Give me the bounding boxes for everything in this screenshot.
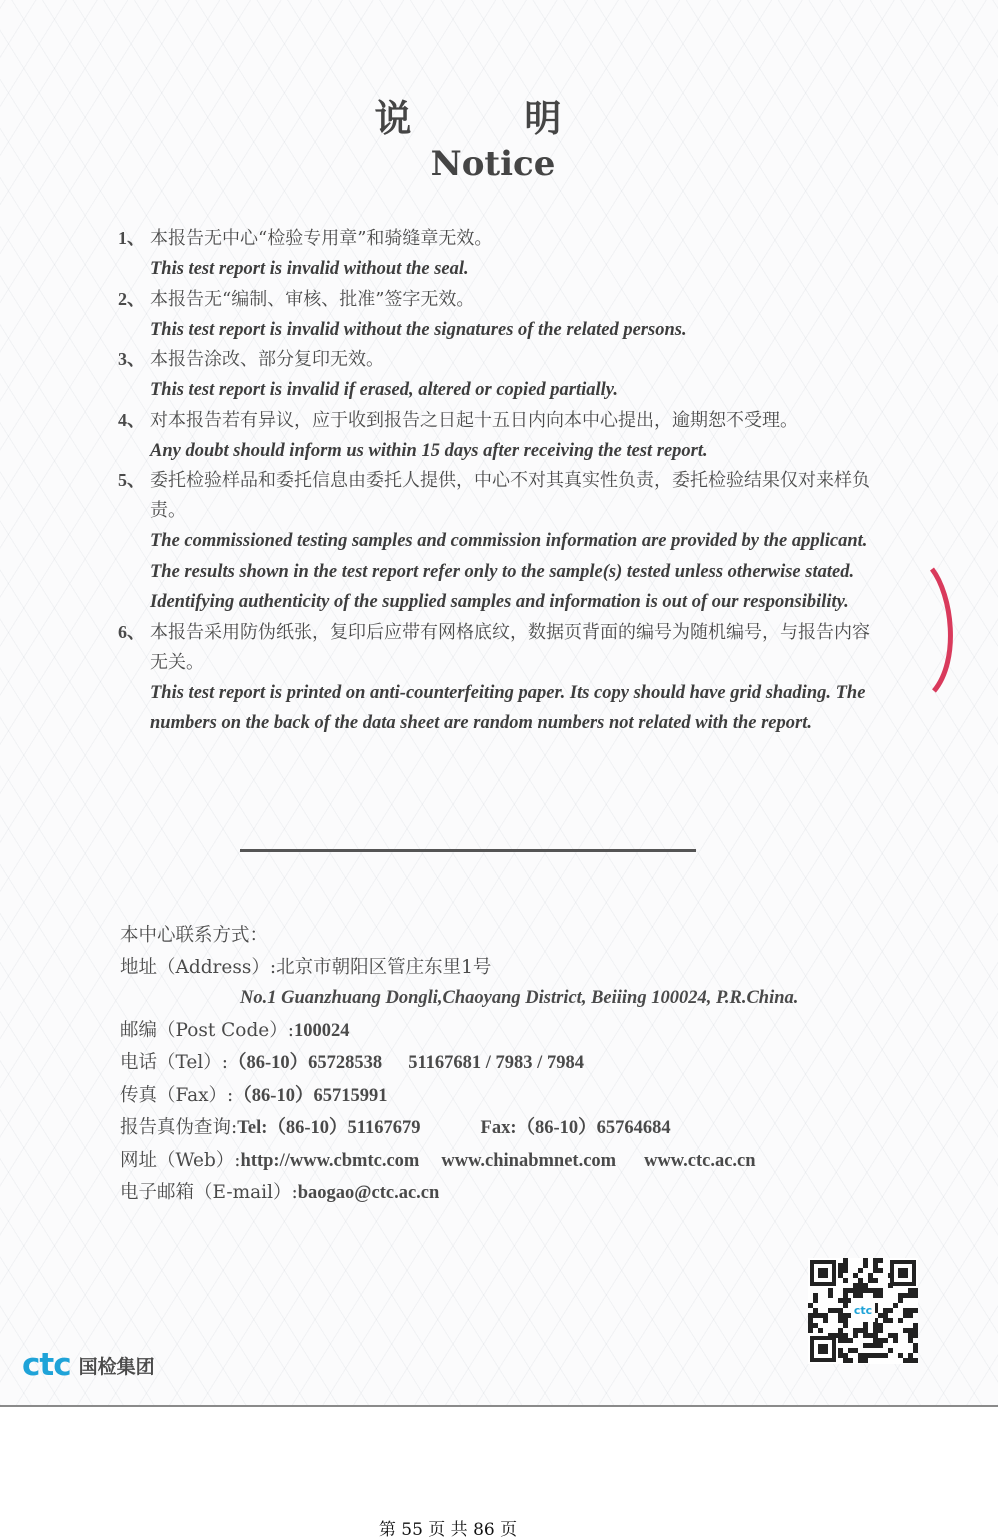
notice-item [118,466,878,618]
item-number: 3、 [118,349,145,369]
qr-code-icon [808,1258,918,1364]
ctc-logo-mark: ctc [22,1347,71,1383]
notice-item [118,285,878,346]
notice-list [118,224,878,739]
item-text-cn: 委托检验样品和委托信息由委托人提供，中心不对其真实性负责，委托检验结果仅对来样负责。 [150,470,870,521]
web-label: 网址（Web）: [120,1149,241,1171]
item-text-cn: 本报告涂改、部分复印无效。 [150,349,384,370]
item-number: 5、 [118,470,145,490]
item-text-en: This test report is printed on anti-counterfeiting paper. Its copy should have grid shading. The numbers on the back of the data sheet are random numbers not related with the report. [150,682,866,733]
item-number: 6、 [118,621,145,642]
notice-item [118,345,878,406]
item-number: 1、 [118,228,145,248]
tel-row [120,1047,900,1080]
notice-item [118,224,878,285]
address-cn: 北京市朝阳区管庄东里1号 [276,956,492,978]
address-label: 地址（Address）: [120,956,277,978]
svg-text:ctc: ctc [853,1304,873,1317]
item-text-en: Any doubt should inform us within 15 days after receiving the test report. [150,440,708,461]
contact-info [120,920,900,1210]
verify-fax: Fax:（86-10）65764684 [480,1118,671,1138]
item-text-cn: 对本报告若有异议，应于收到报告之日起十五日内向本中心提出，逾期恕不受理。 [150,409,798,431]
notice-item [118,618,878,739]
item-text-en: This test report is invalid without the seal. [150,259,469,279]
email-value[interactable]: baogao@ctc.ac.cn [297,1183,440,1203]
contact-heading: 本中心联系方式： [120,925,269,946]
ctc-logo [22,1348,155,1382]
item-text-en: This test report is invalid if erased, altered or copied partially. [150,380,618,400]
web-link-1[interactable]: http://www.cbmtc.com [240,1150,420,1171]
item-text-cn: 本报告无中心“检验专用章”和骑缝章无效。 [150,228,493,249]
item-number: 4、 [118,409,145,430]
item-text-cn: 本报告无“编制、审核、批准”签字无效。 [150,288,475,310]
postcode-label: 邮编（Post Code）: [120,1019,294,1041]
notice-title-en: Notice [430,144,556,184]
page-number: 第 55 页 共 86 页 [378,1520,518,1540]
tel-other: 51167681 / 7983 / 7984 [408,1053,584,1073]
verify-label: 报告真伪查询: [120,1117,238,1138]
item-text-en: The commissioned testing samples and commission information are provided by the applicant. The results shown in the test report refer only to the sample(s) tested unless otherwise stated. Identifying authenticity of the supplied samples and information is out of our responsibility. [150,531,868,612]
verify-tel: Tel:（86-10）51167679 [237,1118,421,1138]
tel-main: （86-10）65728538 [228,1053,383,1073]
item-text-en: This test report is invalid without the signatures of the related persons. [150,319,687,340]
fax-label: 传真（Fax）: [120,1084,234,1106]
web-link-3[interactable]: www.ctc.ac.cn [644,1150,756,1171]
divider [240,849,696,852]
item-number: 2、 [118,288,145,309]
notice-title-cn: 说 明 [374,96,612,140]
email-row [120,1177,900,1210]
fax-value: （86-10）65715991 [233,1085,388,1106]
item-text-cn: 本报告采用防伪纸张，复印后应带有网格底纹，数据页背面的编号为随机编号，与报告内容无关。 [150,621,870,673]
address-row [120,952,900,984]
web-link-2[interactable]: www.chinabmnet.com [441,1150,617,1171]
email-label: 电子邮箱（E-mail）: [120,1182,298,1203]
postcode-row [120,1015,900,1048]
fax-row [120,1080,900,1113]
web-row [120,1145,900,1178]
ctc-logo-name: 国检集团 [78,1355,155,1378]
address-en: No.1 Guanzhuang Dongli,Chaoyang District, Beiiing 100024, P.R.China. [240,988,799,1008]
notice-item [118,406,878,467]
postcode-value: 100024 [293,1020,350,1041]
verify-row [120,1112,900,1145]
red-seal-fragment [930,565,956,695]
tel-label: 电话（Tel）: [120,1052,229,1073]
